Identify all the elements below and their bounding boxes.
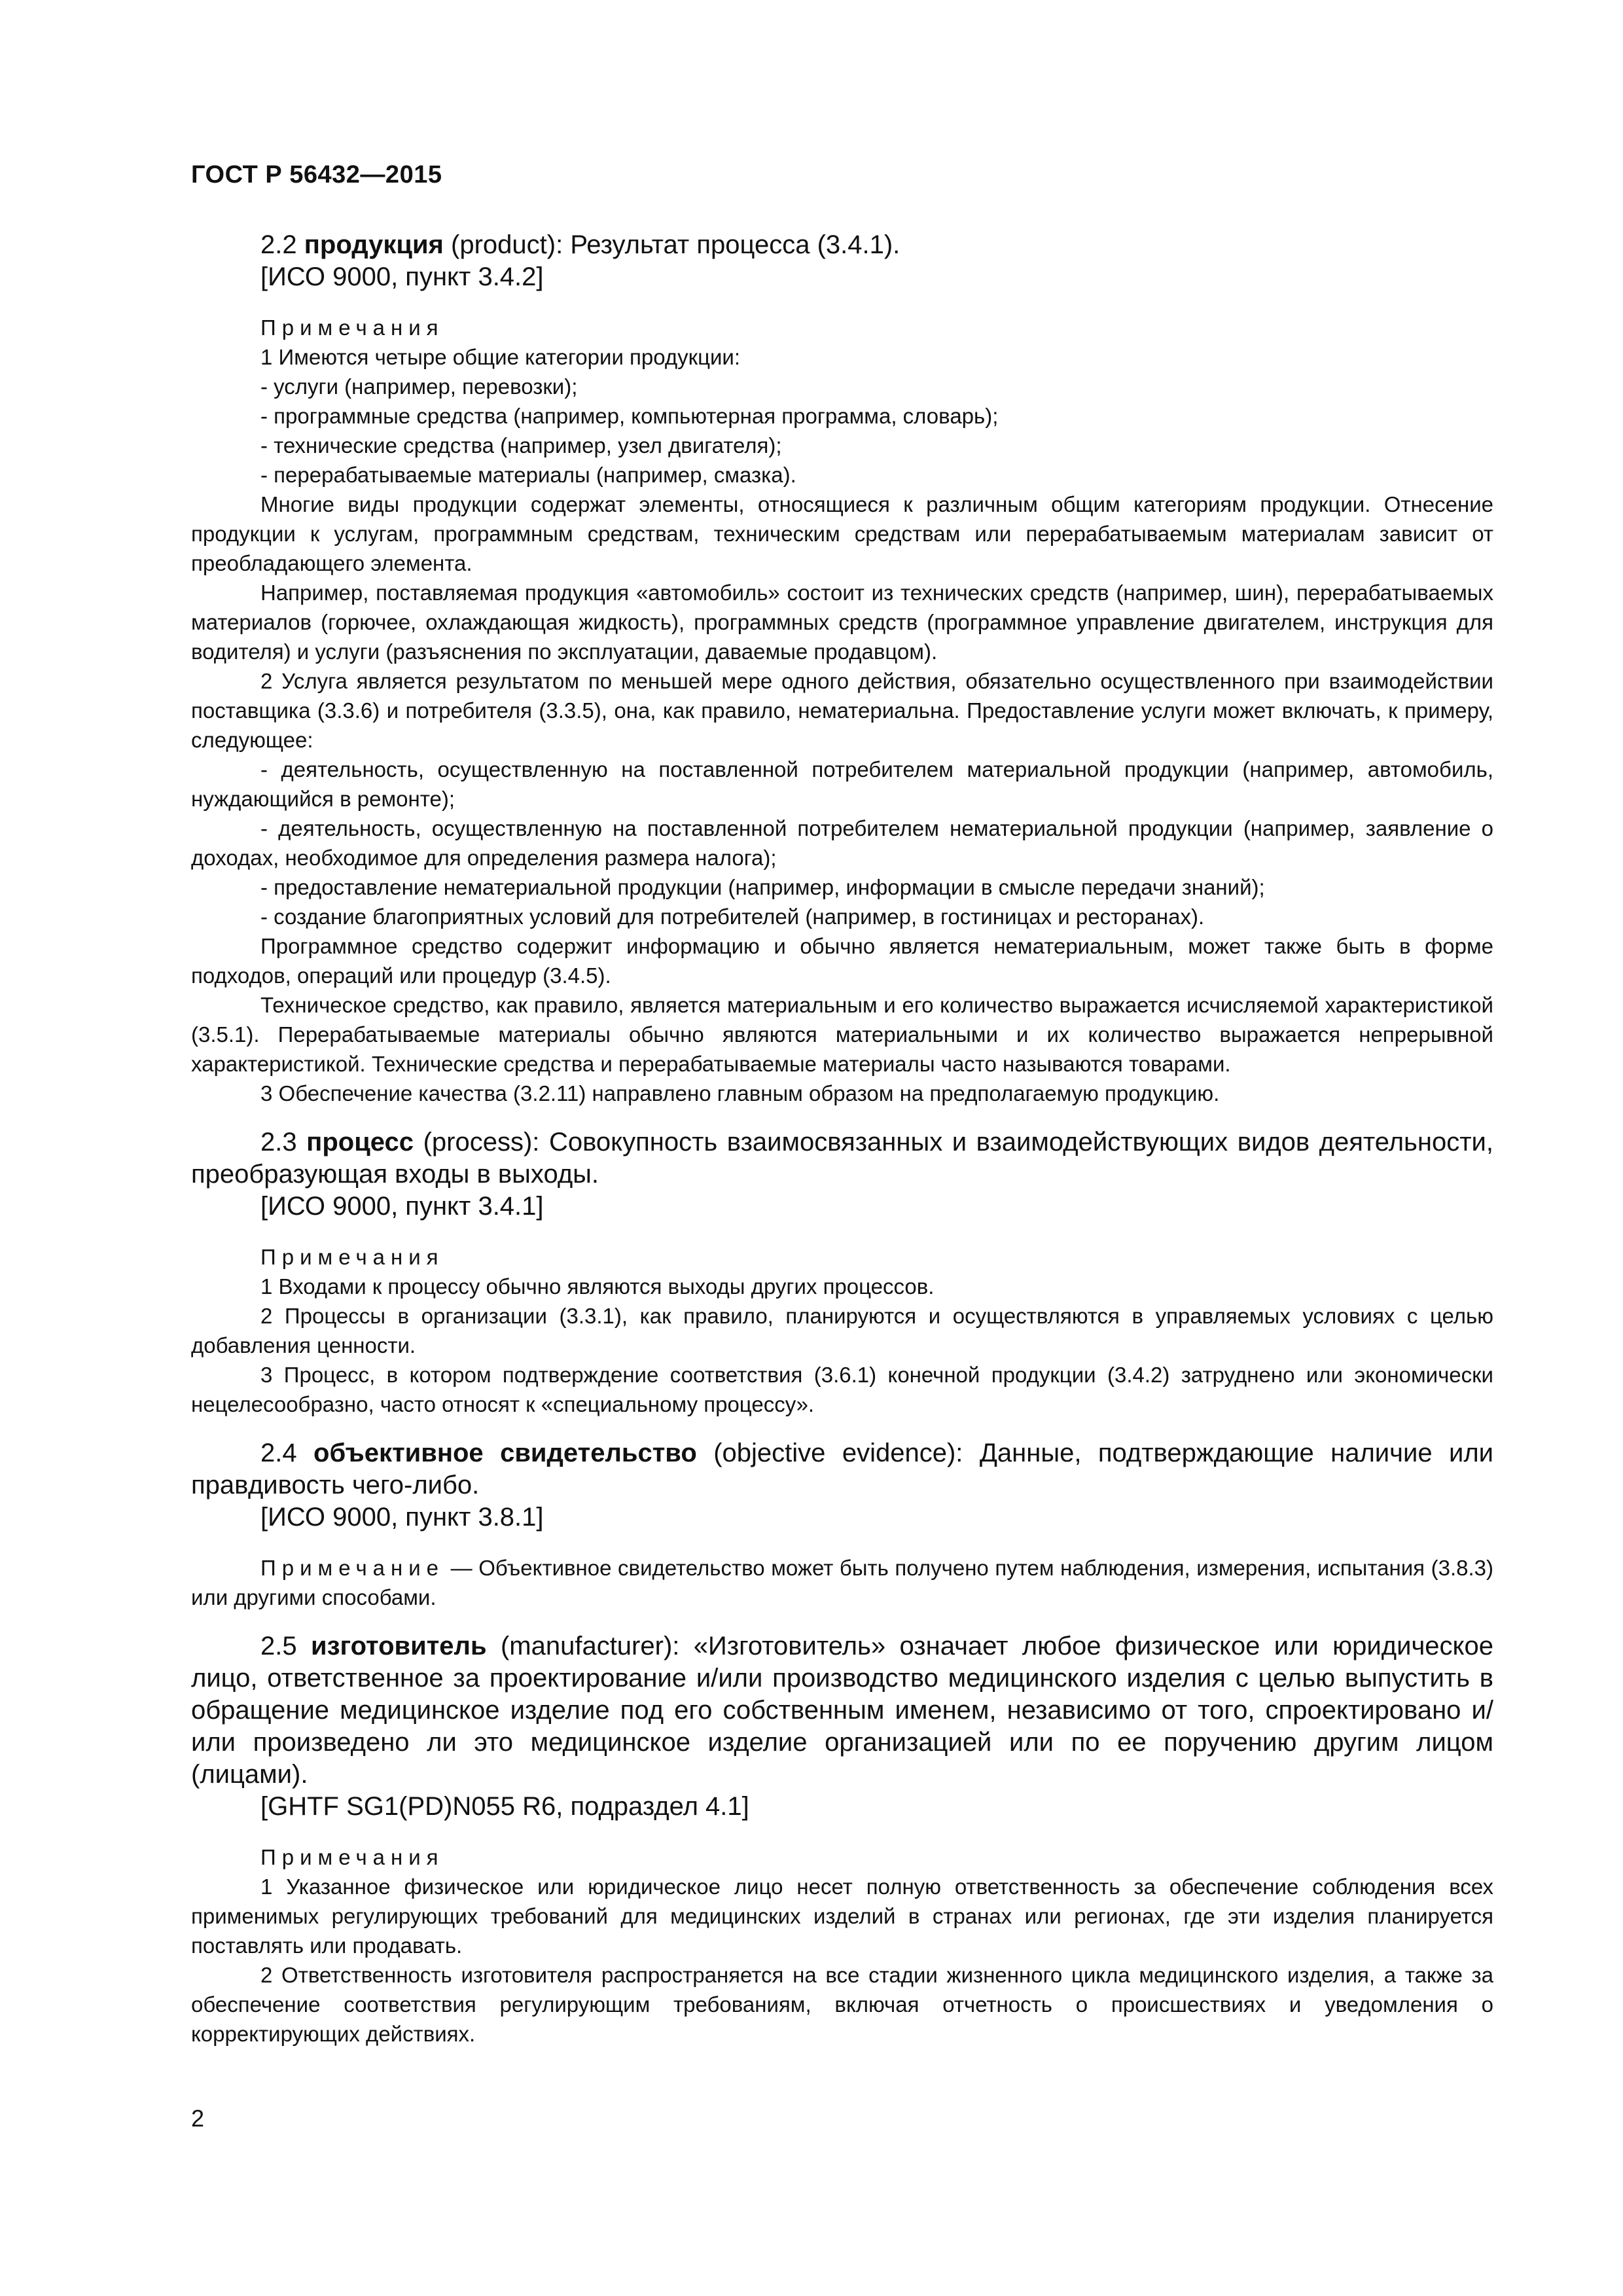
- term-name: изготовитель: [311, 1632, 487, 1660]
- note-paragraph: - деятельность, осуществленную на поставленной потребителем материальной продукции (например, автомобиль, нуждающийся в ремонте);: [191, 757, 1493, 811]
- note-paragraph: 2 Услуга является результатом по меньшей мере одного действия, обязательно осуществленного при взаимодействии поставщика (3.3.6) и потребителя (3.3.5), она, как правило, нематериальна. Предоставление услуги может включать, к примеру, следующее:: [191, 669, 1493, 752]
- term-number: 2.3: [260, 1128, 297, 1157]
- section-2-4: [191, 1437, 1493, 1612]
- note-paragraph: Многие виды продукции содержат элементы, относящиеся к различным общим категориям продукции. Отнесение продукции к услугам, программным средствам, техническим средствам или перерабатываемым материалам зависит от преобладающего элемента.: [191, 492, 1493, 575]
- notes-block: [191, 1553, 1493, 1612]
- term-number: 2.5: [260, 1632, 297, 1660]
- notes-block: [191, 1842, 1493, 2049]
- note-paragraph: 1 Имеются четыре общие категории продукции:: [260, 345, 741, 369]
- section-2-5: [191, 1630, 1493, 2049]
- term-english: (manufacturer):: [500, 1632, 680, 1660]
- term-reference: [ИСО 9000, пункт 3.4.1]: [260, 1192, 544, 1221]
- term-reference: [ИСО 9000, пункт 3.4.2]: [260, 262, 544, 291]
- term-english: (product):: [451, 230, 563, 259]
- term-reference: [GHTF SG1(PD)N055 R6, подраздел 4.1]: [260, 1792, 749, 1821]
- term-english: (process):: [423, 1128, 540, 1157]
- note-paragraph: - технические средства (например, узел двигателя);: [260, 433, 782, 457]
- note-paragraph: - деятельность, осуществленную на поставленной потребителем нематериальной продукции (например, заявление о доходах, необходимое для определения размера налога);: [191, 816, 1493, 870]
- note-paragraph: Программное средство содержит информацию и обычно является нематериальным, может также быть в форме подходов, операций или процедур (3.4.5).: [191, 934, 1493, 988]
- term-definition: [191, 1126, 1493, 1191]
- note-paragraph: - перерабатываемые материалы (например, смазка).: [260, 463, 796, 487]
- document-body: [191, 229, 1493, 2067]
- note-paragraph: Например, поставляемая продукция «автомобиль» состоит из технических средств (например, шин), перерабатываемых материалов (горючее, охлаждающая жидкость), программных средств (программное управление двигателем, инструкция для водителя) и услуги (разъяснения по эксплуатации, даваемые продавцом).: [191, 581, 1493, 664]
- note-text: — Объективное свидетельство может быть получено путем наблюдения, измерения, испытания (3.8.3) или другими способами.: [191, 1556, 1493, 1609]
- notes-heading: Примечания: [260, 315, 444, 340]
- term-name: продукция: [304, 230, 444, 259]
- section-2-2: [191, 229, 1493, 1108]
- term-name: объективное свидетельство: [313, 1439, 697, 1467]
- note-paragraph: - предоставление нематериальной продукции (например, информации в смысле передачи знаний);: [260, 875, 1265, 899]
- term-text: Результат процесса (3.4.1).: [570, 230, 901, 259]
- note-paragraph: - услуги (например, перевозки);: [260, 374, 578, 399]
- note-paragraph: Техническое средство, как правило, является материальным и его количество выражается исчисляемой характеристикой (3.5.1). Перерабатываемые материалы обычно являются материальными и их количество выражается непрерывной характеристикой. Технические средства и перерабатываемые материалы часто называются товарами.: [191, 993, 1493, 1076]
- note-paragraph: 3 Обеспечение качества (3.2.11) направлено главным образом на предполагаемую продукцию.: [260, 1081, 1220, 1105]
- notes-block: [191, 1242, 1493, 1419]
- note-paragraph: 2 Процессы в организации (3.3.1), как правило, планируются и осуществляются в управляемых условиях с целью добавления ценности.: [191, 1304, 1493, 1357]
- section-2-3: [191, 1126, 1493, 1419]
- note-paragraph: 2 Ответственность изготовителя распространяется на все стадии жизненного цикла медицинского изделия, а также за обеспечение соответствия регулирующим требованиям, включая отчетность о происшествиях и уведомления о корректирующих действиях.: [191, 1963, 1493, 2046]
- document-header: ГОСТ Р 56432—2015: [191, 161, 442, 188]
- term-name: процесс: [306, 1128, 414, 1157]
- note-paragraph: [191, 1553, 1493, 1612]
- note-paragraph: 1 Входами к процессу обычно являются выходы других процессов.: [260, 1274, 935, 1299]
- term-text: Данные, подтверждающие наличие или правдивость чего-либо.: [191, 1439, 1494, 1499]
- note-paragraph: - программные средства (например, компьютерная программа, словарь);: [260, 404, 999, 428]
- note-paragraph: - создание благоприятных условий для потребителей (например, в гостиницах и ресторанах).: [260, 905, 1205, 929]
- note-paragraph: 1 Указанное физическое или юридическое лицо несет полную ответственность за обеспечение соблюдения всех применимых регулирующих требований для медицинских изделий в странах или регионах, где эти изделия планируется поставлять или продавать.: [191, 1874, 1493, 1958]
- notes-block: [191, 313, 1493, 1108]
- notes-heading: Примечания: [260, 1845, 444, 1869]
- term-number: 2.2: [260, 230, 297, 259]
- term-reference: [ИСО 9000, пункт 3.8.1]: [260, 1503, 544, 1532]
- term-definition: [191, 1437, 1493, 1501]
- note-label: Примечание: [260, 1556, 445, 1580]
- term-definition: [191, 229, 1493, 261]
- term-definition: [191, 1630, 1493, 1791]
- note-paragraph: 3 Процесс, в котором подтверждение соответствия (3.6.1) конечной продукции (3.4.2) затруднено или экономически нецелесообразно, часто относят к «специальному процессу».: [191, 1363, 1493, 1416]
- term-number: 2.4: [260, 1439, 297, 1467]
- page-number: 2: [191, 2105, 205, 2132]
- notes-heading: Примечания: [260, 1245, 444, 1269]
- term-text: Совокупность взаимосвязанных и взаимодействующих видов деятельности, преобразующая входы в выходы.: [191, 1128, 1493, 1189]
- term-text: «Изготовитель» означает любое физическое или юридическое лицо, ответственное за проектирование и/или производство медицинского изделия с целью выпустить в обращение медицинское изделие под его собственным именем, независимо от того, спроектировано и/или произведено ли это медицинское изделие организацией или по ее поручению другим лицом (лицами).: [191, 1632, 1493, 1789]
- term-english: (objective evidence):: [713, 1439, 963, 1467]
